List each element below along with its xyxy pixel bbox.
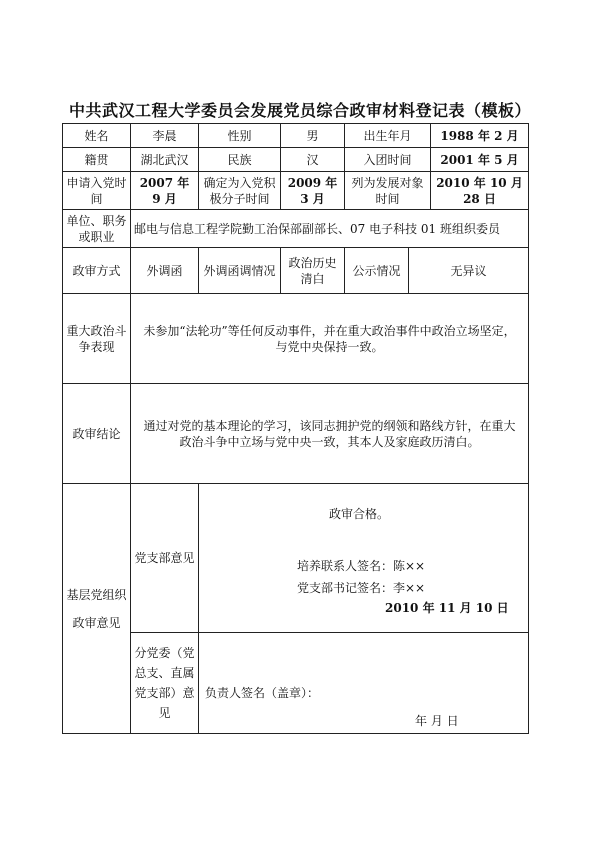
ethnicity-value: 汉 — [281, 148, 345, 172]
target-value: 2010 年 10 月 28 日 — [431, 172, 529, 210]
branch-label: 党支部意见 — [131, 484, 199, 633]
row-dates — [63, 172, 529, 210]
row-conclusion — [63, 384, 529, 484]
conclusion-line-2: 政治斗争中立场与党中央一致，其本人及家庭政历清白。 — [179, 434, 480, 449]
row-unit — [63, 210, 529, 248]
origin-label: 籍贯 — [63, 148, 131, 172]
public-value: 无异议 — [409, 248, 529, 294]
origin-value: 湖北武汉 — [131, 148, 199, 172]
conclusion-label: 政审结论 — [63, 384, 131, 484]
struggle-line-1: 未参加“法轮功”等任何反动事件，并在重大政治事件中政治立场坚定， — [143, 323, 516, 338]
row-basic-2 — [63, 148, 529, 172]
secretary-signature: 党支部书记签名：李×× — [297, 581, 426, 595]
external-letter: 外调函 — [131, 248, 199, 294]
league-value: 2001 年 5 月 — [431, 148, 529, 172]
row-branch — [63, 484, 529, 633]
row-method — [63, 248, 529, 294]
gender-value: 男 — [281, 124, 345, 148]
unit-value: 邮电与信息工程学院勤工治保部副部长、07 电子科技 01 班组织委员 — [131, 210, 529, 248]
ethnicity-label: 民族 — [199, 148, 281, 172]
birth-value: 1988 年 2 月 — [431, 124, 529, 148]
apply-label: 申请入党时间 — [63, 172, 131, 210]
contact-signature: 培养联系人签名：陈×× — [297, 559, 426, 573]
history-label: 政治历史清白 — [281, 248, 345, 294]
registration-form — [62, 123, 529, 734]
activist-label: 确定为入党积极分子时间 — [199, 172, 281, 210]
league-label: 入团时间 — [345, 148, 431, 172]
row-committee — [63, 633, 529, 734]
committee-opinion — [199, 633, 529, 734]
apply-value: 2007 年 9 月 — [131, 172, 199, 210]
name-label: 姓名 — [63, 124, 131, 148]
committee-label: 分党委（党总支、直属党支部）意见 — [131, 633, 199, 734]
public-label: 公示情况 — [345, 248, 409, 294]
conclusion-line-1: 通过对党的基本理论的学习，该同志拥护党的纲领和路线方针，在重大 — [143, 418, 516, 433]
branch-date: 2010 年 11 月 10 日 — [385, 601, 509, 615]
committee-date: 年 月 日 — [415, 714, 459, 728]
activist-value: 2009 年 3 月 — [281, 172, 345, 210]
target-label: 列为发展对象时间 — [345, 172, 431, 210]
row-basic-1 — [63, 124, 529, 148]
row-struggle — [63, 294, 529, 384]
conclusion-text — [131, 384, 529, 484]
struggle-line-2: 与党中央保持一致。 — [275, 339, 384, 354]
unit-label: 单位、职务或职业 — [63, 210, 131, 248]
struggle-text — [131, 294, 529, 384]
external-status: 外调函调情况 — [199, 248, 281, 294]
branch-result: 政审合格。 — [329, 507, 390, 521]
grassroots-label: 基层党组织政审意见 — [63, 484, 131, 734]
page-title: 中共武汉工程大学委员会发展党员综合政审材料登记表（模板） — [68, 101, 531, 120]
method-label: 政审方式 — [63, 248, 131, 294]
branch-opinion — [199, 484, 529, 633]
committee-signature: 负责人签名（盖章）： — [205, 686, 320, 700]
birth-label: 出生年月 — [345, 124, 431, 148]
gender-label: 性别 — [199, 124, 281, 148]
struggle-label: 重大政治斗争表现 — [63, 294, 131, 384]
name-value: 李晨 — [131, 124, 199, 148]
